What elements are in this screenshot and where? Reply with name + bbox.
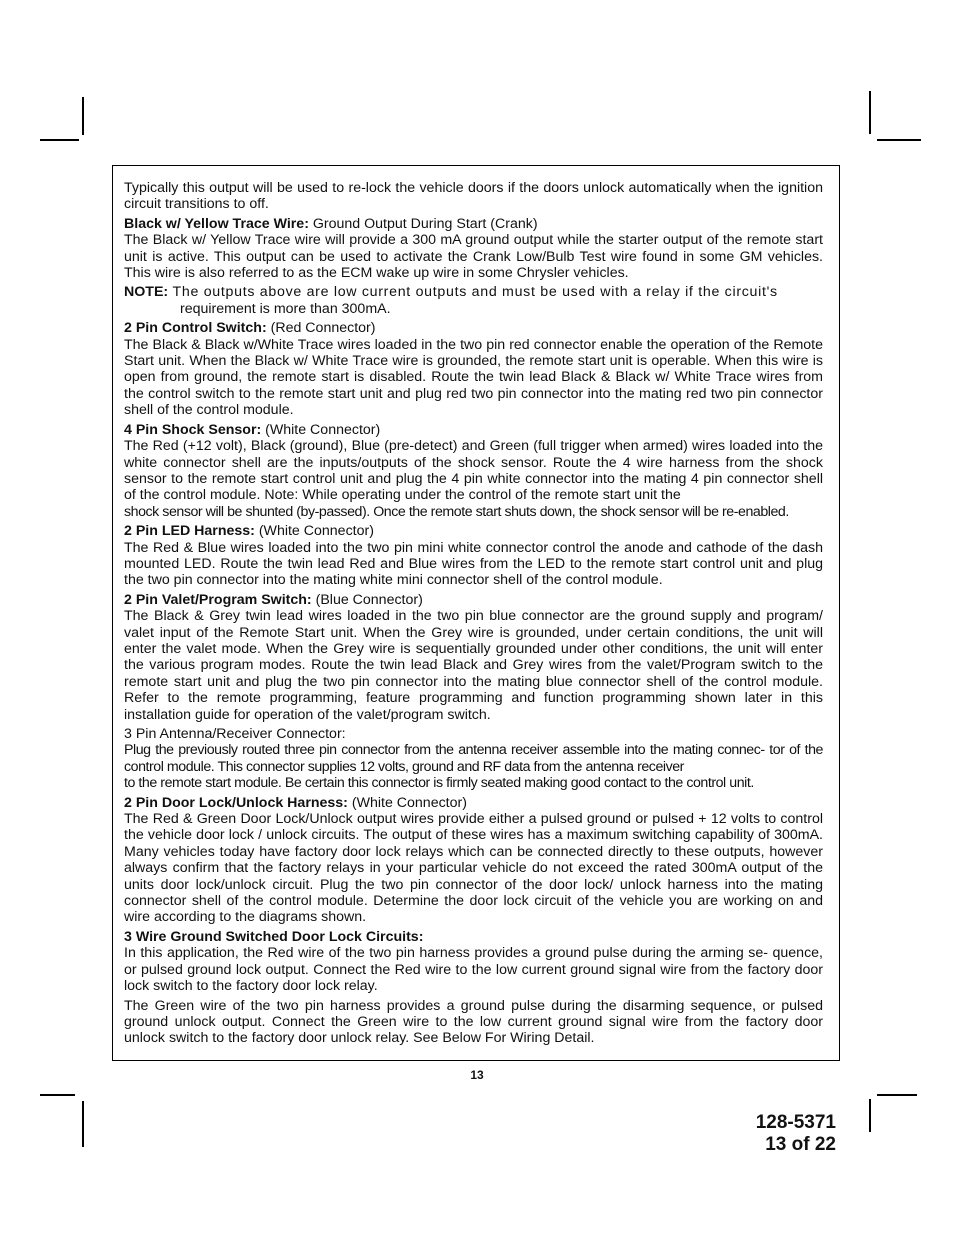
- led-harness-heading: 2 Pin LED Harness:: [124, 523, 255, 540]
- door-lock-body: The Red & Green Door Lock/Unlock output wires provide either a pulsed ground or pulsed + 12 volts to control the vehicle door lock / unlock circuits. The output of these wires has a maximum switching capability of 300mA. Many vehicles today have factory door lock relays which can be connected directly to these outputs, however always confirm that the factory relays in your particular vehicle do not exceed the rated 300mA output of the units door lock/unlock circuit. Plug the two pin connector of the door lock/ unlock harness into the mating connector shell of the control module. Determine the door lock circuit of the vehicle you are working on and wire according to the diagrams shown.: [124, 811, 823, 926]
- shock-sensor-subtitle: (White Connector): [261, 421, 381, 438]
- crop-mark-bottom-right-horizontal: [877, 1094, 917, 1096]
- note-block: [124, 284, 823, 317]
- document-id: [756, 1112, 836, 1156]
- black-yellow-body: The Black w/ Yellow Trace wire will provide a 300 mA ground output while the starter output of the remote start unit is active. This output can be used to activate the Crank Low/Bulb Test wire found in some GM vehicles. This wire is also referred to as the ECM wake up wire in some Chrysler vehicles.: [124, 232, 823, 282]
- antenna-section: [124, 726, 823, 792]
- valet-switch-section: [124, 592, 823, 723]
- door-lock-subtitle: (White Connector): [347, 794, 467, 811]
- crop-mark-bottom-right-vertical: [869, 1099, 871, 1132]
- black-yellow-section: [124, 216, 823, 282]
- led-harness-body: The Red & Blue wires loaded into the two pin mini white connector control the anode and cathode of the dash mounted LED. Route the twin lead Red and Blue wires from the LED to the remote start control unit and plug the two pin connector into the mating white mini connector shell of the control module.: [124, 539, 823, 589]
- crop-mark-top-left-vertical: [82, 97, 84, 135]
- door-lock-heading: 2 Pin Door Lock/Unlock Harness:: [124, 794, 348, 811]
- shock-sensor-heading: 4 Pin Shock Sensor:: [124, 421, 262, 438]
- three-wire-section: [124, 929, 823, 995]
- door-lock-section: [124, 795, 823, 926]
- page-number: 13: [470, 1068, 484, 1082]
- three-wire-body: In this application, the Red wire of the two pin harness provides a ground pulse during the arming se- quence, or pulsed ground lock output. Connect the Red wire to the low current ground signal wire from the factory door lock switch to the factory door lock relay.: [124, 945, 823, 995]
- crop-mark-top-right-vertical: [869, 91, 871, 134]
- crop-mark-bottom-left-vertical: [82, 1101, 84, 1147]
- document-number: 128-5371: [755, 1112, 836, 1133]
- note-text: The outputs above are low current outputs and must be used with a relay if the circuit's: [168, 284, 778, 301]
- antenna-body: Plug the previously routed three pin connector from the antenna receiver assemble into the mating connec- tor of the control module. This connector supplies 12 volts, ground and RF data from the antenna receiver: [124, 742, 823, 775]
- instruction-text-box: [112, 165, 840, 1061]
- page-of-total: 13 of 22: [765, 1134, 836, 1155]
- crop-mark-bottom-left-horizontal: [40, 1094, 75, 1096]
- control-switch-heading: 2 Pin Control Switch:: [124, 320, 267, 337]
- note-label: NOTE:: [124, 284, 169, 301]
- note-text-continued: requirement is more than 300mA.: [180, 300, 391, 317]
- shock-sensor-section: [124, 422, 823, 520]
- antenna-body-last: to the remote start module. Be certain this connector is firmly seated making good contact to the control unit.: [124, 775, 754, 792]
- valet-switch-body: The Black & Grey twin lead wires loaded in the two pin blue connector are the ground supply and program/ valet input of the Remote Start unit. When the Grey wire is grounded, under certain conditions, the unit will enter the valet mode. When the Grey wire is sequentially grounded under other conditions, the unit will enter the various program modes. Route the twin lead Black and Grey wires from the valet/Program switch to the remote start unit and plug the two pin connector into the mating blue connector shell of the control module. Refer to the remote programming, feature programming and function programming shown later in this installation guide for operation of the valet/program switch.: [124, 608, 823, 723]
- black-yellow-subtitle: Ground Output During Start (Crank): [308, 215, 538, 232]
- led-harness-section: [124, 523, 823, 589]
- black-yellow-heading: Black w/ Yellow Trace Wire:: [124, 215, 309, 232]
- control-switch-body: The Black & Black w/White Trace wires loaded in the two pin red connector enable the operation of the Remote Start unit. When the Black w/ White Trace wire is grounded, the remote start unit is operable. When this wire is open from ground, the remote start is disabled. Route the twin lead Black & Black w/ White Trace wires from the control switch to the remote start unit and plug red two pin connector into the mating red two pin connector shell of the control module.: [124, 336, 823, 419]
- three-wire-heading: 3 Wire Ground Switched Door Lock Circuits:: [124, 928, 424, 945]
- control-switch-section: [124, 320, 823, 418]
- shock-sensor-body: The Red (+12 volt), Black (ground), Blue (pre-detect) and Green (full trigger when armed) wires loaded into the white connector shell are the inputs/outputs of the shock sensor. Route the 4 wire harness from the shock sensor to the remote start control unit and plug the 4 pin white connector into the mating 4 pin connector shell of the control module. Note: While operating under the control of the remote start unit the: [124, 438, 823, 504]
- intro-paragraph: Typically this output will be used to re-lock the vehicle doors if the doors unlock automatically when the ignition circuit transitions to off.: [124, 180, 823, 213]
- control-switch-subtitle: (Red Connector): [266, 320, 376, 337]
- shock-sensor-body-last: shock sensor will be shunted (by-passed). Once the remote start shuts down, the shock sensor will be re-enabled.: [124, 503, 789, 520]
- crop-mark-top-right-horizontal: [877, 139, 921, 141]
- antenna-heading: 3 Pin Antenna/Receiver Connector:: [124, 726, 346, 742]
- green-wire-paragraph: The Green wire of the two pin harness provides a ground pulse during the disarming sequence, or pulsed ground unlock output. Connect the Green wire to the low current ground signal wire from the factory door unlock switch to the factory door unlock relay. See Below For Wiring Detail.: [124, 997, 823, 1047]
- crop-mark-top-left-horizontal: [40, 139, 79, 141]
- led-harness-subtitle: (White Connector): [254, 523, 374, 540]
- valet-switch-heading: 2 Pin Valet/Program Switch:: [124, 591, 312, 608]
- valet-switch-subtitle: (Blue Connector): [311, 591, 423, 608]
